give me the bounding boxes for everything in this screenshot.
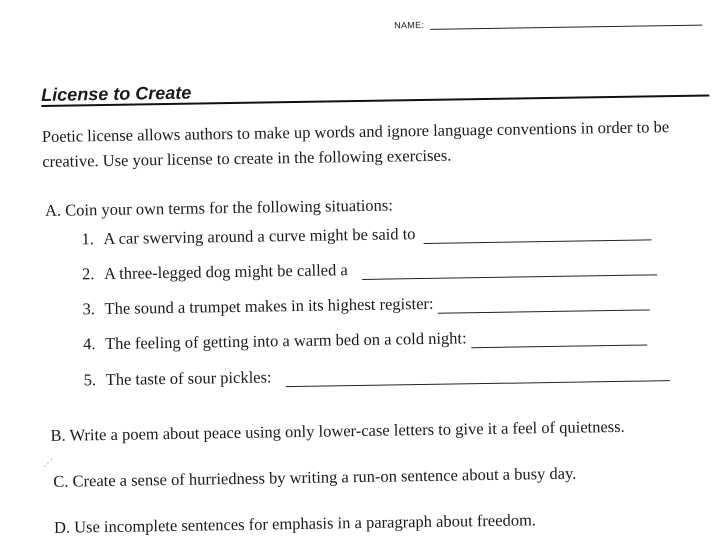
answer-blank-2[interactable] [362, 260, 657, 280]
answer-blank-5[interactable] [285, 366, 669, 387]
item-number: 2. [81, 264, 95, 284]
item-text: The feeling of getting into a warm bed on a cold night: [104, 328, 467, 354]
exercise-item-1 [81, 220, 651, 249]
section-a-heading: A. Coin your own terms for the following situations: [44, 195, 393, 220]
answer-blank-1[interactable] [423, 225, 651, 244]
exercise-item-5 [84, 361, 670, 390]
name-blank-line[interactable] [430, 15, 702, 30]
item-text: A three-legged dog might be called a [103, 260, 348, 284]
scan-speck: ⋰ [42, 457, 54, 470]
section-d-prompt: D. Use incomplete sentences for emphasis in a paragraph about freedom. [53, 510, 537, 537]
section-c-prompt: C. Create a sense of hurriedness by writing a run-on sentence about a busy day. [53, 463, 577, 491]
item-text: The sound a trumpet makes in its highest register: [104, 293, 434, 319]
item-number: 5. [83, 370, 97, 390]
exercise-item-3 [82, 290, 649, 319]
name-label: NAME: [394, 19, 425, 31]
intro-paragraph: Poetic license allows authors to make up words and ignore language conventions in order to be creative. Use your license to create in the following exercises. [41, 117, 670, 171]
name-field-row [394, 15, 702, 31]
section-b-prompt: B. Write a poem about peace using only lower-case letters to give it a feel of quietness. [50, 416, 625, 445]
item-number: 1. [81, 229, 94, 249]
worksheet-title: License to Create [41, 82, 192, 105]
item-number: 3. [82, 299, 96, 319]
item-text: The taste of sour pickles: [105, 367, 272, 390]
item-text: A car swerving around a curve might be said to [103, 224, 416, 249]
answer-blank-4[interactable] [471, 331, 647, 349]
exercise-item-4 [83, 326, 647, 355]
item-number: 4. [82, 334, 96, 354]
exercise-item-2 [82, 255, 657, 284]
answer-blank-3[interactable] [437, 295, 649, 313]
